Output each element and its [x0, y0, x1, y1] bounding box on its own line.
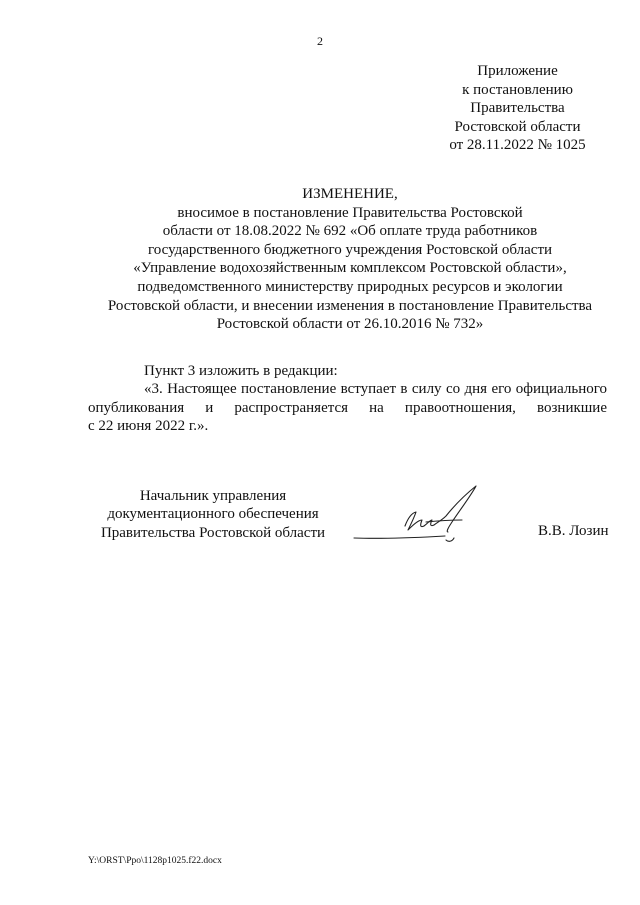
title-line: области от 18.08.2022 № 692 «Об оплате труда работников	[162, 223, 538, 240]
title-line: Ростовской области от 26.10.2016 № 732»	[216, 316, 484, 333]
body-paragraph-line: опубликования и распространяется на правоотношения, возникшие	[88, 399, 607, 416]
body-paragraph-line: с 22 июня 2022 г.».	[88, 418, 209, 435]
position-line: Начальник управления	[139, 488, 287, 504]
handwritten-signature	[350, 480, 500, 552]
title-line: подведомственного министерству природных ресурсов и экологии	[137, 278, 563, 295]
title-line: вносимое в постановление Правительства Ростовской	[177, 204, 523, 221]
document-title	[100, 185, 600, 334]
body-text	[88, 362, 607, 436]
position-line: документационного обеспечения	[107, 506, 319, 523]
title-line: «Управление водохозяйственным комплексом Ростовской области»,	[133, 260, 567, 277]
title-line: Ростовской области, и внесении изменения в постановление Правительства	[107, 297, 593, 314]
appendix-line: Правительства	[470, 100, 565, 116]
signatory-position	[88, 487, 338, 542]
file-path-footer: Y:\ORST\Ppo\1128p1025.f22.docx	[88, 856, 222, 866]
appendix-line: Приложение	[477, 63, 558, 79]
page-number: 2	[317, 34, 323, 48]
body-paragraph-line: «3. Настоящее постановление вступает в силу со дня его официального	[144, 381, 607, 398]
title-line: государственного бюджетного учреждения Ростовской области	[147, 241, 553, 258]
signatory-name: В.В. Лозин	[538, 523, 609, 539]
appendix-block	[430, 62, 605, 155]
position-line: Правительства Ростовской области	[100, 524, 326, 541]
appendix-line: от 28.11.2022 № 1025	[449, 137, 586, 153]
body-intro-line: Пункт 3 изложить в редакции:	[144, 363, 338, 379]
title-heading: ИЗМЕНЕНИЕ,	[302, 186, 398, 202]
appendix-line: Ростовской области	[454, 118, 581, 135]
appendix-line: к постановлению	[462, 81, 573, 98]
